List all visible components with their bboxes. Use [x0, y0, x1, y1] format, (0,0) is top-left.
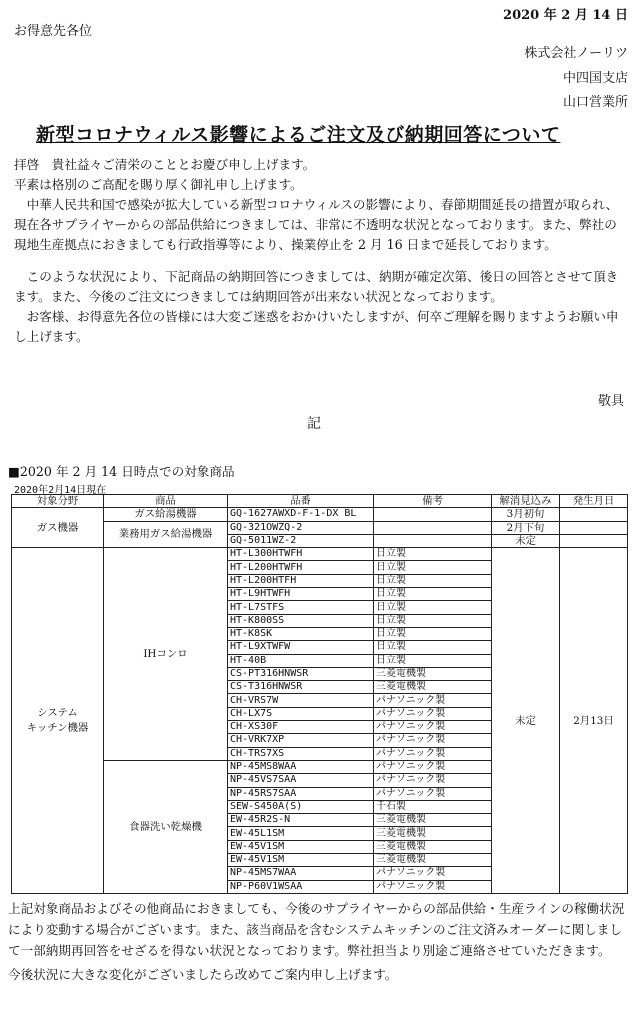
model-cell: NP-45RS7SAA — [228, 787, 374, 800]
category-system-kitchen — [12, 548, 104, 894]
category-line: システム — [37, 706, 78, 719]
product-dishwasher: 食器洗い乾燥機 — [104, 760, 228, 893]
note-cell — [374, 521, 492, 534]
eta-kitchen: 未定 — [492, 548, 560, 894]
note-cell: パナソニック製 — [374, 880, 492, 893]
date-cell — [560, 534, 628, 547]
table-row — [12, 508, 628, 521]
note-cell: 三菱電機製 — [374, 840, 492, 853]
header-date: 発生月日 — [560, 495, 628, 508]
category-gas: ガス機器 — [12, 508, 104, 548]
note-cell: パナソニック製 — [374, 734, 492, 747]
note-cell — [374, 508, 492, 521]
table-row — [12, 521, 628, 534]
date-kitchen: 2月13日 — [560, 548, 628, 894]
paragraph-3: お客様、お得意先各位の皆様には大変ご迷惑をおかけいたしますが、何卒ご理解を賜りますようお願い申し上げます。 — [14, 309, 619, 344]
model-cell: HT-L7STFS — [228, 601, 374, 614]
product-table — [11, 494, 628, 894]
sender-branch: 中四国支店 — [562, 71, 628, 86]
table-header-row — [12, 495, 628, 508]
model-cell: CH-LX7S — [228, 707, 374, 720]
model-cell: HT-L300HTWFH — [228, 548, 374, 561]
product-list-date: 2020年2月14日現在 — [14, 485, 107, 496]
model-cell: CS-PT316HNWSR — [228, 667, 374, 680]
model-cell: CH-VRS7W — [228, 694, 374, 707]
note-cell: 日立製 — [374, 641, 492, 654]
note-cell: 三菱電機製 — [374, 854, 492, 867]
model-cell: HT-K800SS — [228, 614, 374, 627]
note-cell: 日立製 — [374, 588, 492, 601]
model-cell: CS-T316HNWSR — [228, 681, 374, 694]
header-model: 品番 — [228, 495, 374, 508]
footer-paragraph-1: 上記対象商品およびその他商品におきましても、今後のサプライヤーからの部品供給・生産ラインの稼働状況により変動する場合がございます。また、該当商品を含むシステムキッチンのご注文済みオーダーに関しまして一部納期再回答をせざるを得ない状況となっております。弊社担当より別途ご連絡させていただきます。 — [8, 901, 625, 958]
greeting-line-2: 平素は格別のご高配を賜り厚く御礼申し上げます。 — [14, 177, 303, 192]
footer-notes — [8, 898, 628, 985]
model-cell: HT-40B — [228, 654, 374, 667]
note-cell: 三菱電機製 — [374, 814, 492, 827]
product-ih-cooktop: IHコンロ — [104, 548, 228, 761]
model-cell: CH-XS30F — [228, 721, 374, 734]
product-list-title: ■2020 年 2 月 14 日時点での対象商品 — [8, 464, 235, 479]
sender-company: 株式会社ノーリツ — [524, 46, 628, 61]
header-category: 対象分野 — [12, 495, 104, 508]
ki-marker: 記 — [307, 416, 321, 432]
model-cell: CH-TRS7XS — [228, 747, 374, 760]
model-cell: HT-K8SK — [228, 627, 374, 640]
document-title: 新型コロナウィルス影響によるご注文及び納期回答について — [36, 124, 561, 146]
header-product: 商品 — [104, 495, 228, 508]
model-cell: SEW-S450A(S) — [228, 800, 374, 813]
greeting-line-1: 拝啓 貴社益々ご清栄のこととお慶び申し上げます。 — [14, 157, 316, 172]
note-cell: パナソニック製 — [374, 774, 492, 787]
note-cell: 日立製 — [374, 601, 492, 614]
note-cell: 日立製 — [374, 574, 492, 587]
recipient: お得意先各位 — [14, 24, 93, 39]
model-cell: HT-L9HTWFH — [228, 588, 374, 601]
eta-cell: 2月下旬 — [492, 521, 560, 534]
header-note: 備考 — [374, 495, 492, 508]
date-cell — [560, 521, 628, 534]
note-cell: 日立製 — [374, 548, 492, 561]
closing-keigu: 敬具 — [597, 394, 624, 409]
note-cell: パナソニック製 — [374, 707, 492, 720]
note-cell: パナソニック製 — [374, 787, 492, 800]
note-cell: パナソニック製 — [374, 747, 492, 760]
note-cell: 三菱電機製 — [374, 827, 492, 840]
letter-body — [14, 155, 626, 347]
sender-office: 山口営業所 — [562, 95, 628, 110]
eta-cell: 未定 — [492, 534, 560, 547]
model-cell: HT-L200HTFH — [228, 574, 374, 587]
header-eta: 解消見込み — [492, 495, 560, 508]
model-cell: GQ-321OWZQ-2 — [228, 521, 374, 534]
model-cell: NP-45MS7WAA — [228, 867, 374, 880]
model-cell: GQ-1627AWXD-F-1-DX BL — [228, 508, 374, 521]
model-cell: EW-45V1SM — [228, 854, 374, 867]
paragraph-1: 中華人民共和国で感染が拡大している新型コロナウィルスの影響により、春節期間延長の措置が取られ、現在各サプライヤーからの部品供給につきましては、非常に不透明な状況となっております。また、弊社の現地生産拠点におきましても行政指導等により、操業停止を 2 月 16 日まで延長しております。 — [14, 197, 619, 252]
note-cell: 日立製 — [374, 561, 492, 574]
product-gas-water-heater: ガス給湯機器 — [104, 508, 228, 521]
note-cell: パナソニック製 — [374, 721, 492, 734]
note-cell: パナソニック製 — [374, 867, 492, 880]
model-cell: NP-P60V1WSAA — [228, 880, 374, 893]
date-cell — [560, 508, 628, 521]
model-cell: NP-45VS7SAA — [228, 774, 374, 787]
note-cell: 千石製 — [374, 800, 492, 813]
model-cell: HT-L9XTWFW — [228, 641, 374, 654]
paragraph-2: このような状況により、下記商品の納期回答につきましては、納期が確定次第、後日の回答とさせて頂きます。また、今後のご注文につきましては納期回答が出来ない状況となっております。 — [14, 269, 619, 304]
note-cell: 日立製 — [374, 627, 492, 640]
note-cell — [374, 534, 492, 547]
model-cell: EW-45V1SM — [228, 840, 374, 853]
product-commercial-heater: 業務用ガス給湯機器 — [104, 521, 228, 548]
eta-cell: 3月初旬 — [492, 508, 560, 521]
category-line: キッチン機器 — [26, 721, 89, 734]
model-cell: CH-VRK7XP — [228, 734, 374, 747]
table-row — [12, 548, 628, 561]
model-cell: EW-45L1SM — [228, 827, 374, 840]
model-cell: HT-L200HTWFH — [228, 561, 374, 574]
note-cell: 日立製 — [374, 654, 492, 667]
model-cell: EW-45R2S-N — [228, 814, 374, 827]
note-cell: 三菱電機製 — [374, 667, 492, 680]
note-cell: 日立製 — [374, 614, 492, 627]
note-cell: パナソニック製 — [374, 760, 492, 773]
model-cell: GQ-5011WZ-2 — [228, 534, 374, 547]
note-cell: 三菱電機製 — [374, 681, 492, 694]
model-cell: NP-45MS8WAA — [228, 760, 374, 773]
document-date: 2020 年 2 月 14 日 — [503, 8, 628, 23]
footer-paragraph-2: 今後状況に大きな変化がございましたら改めてご案内申し上げます。 — [8, 967, 398, 982]
note-cell: パナソニック製 — [374, 694, 492, 707]
